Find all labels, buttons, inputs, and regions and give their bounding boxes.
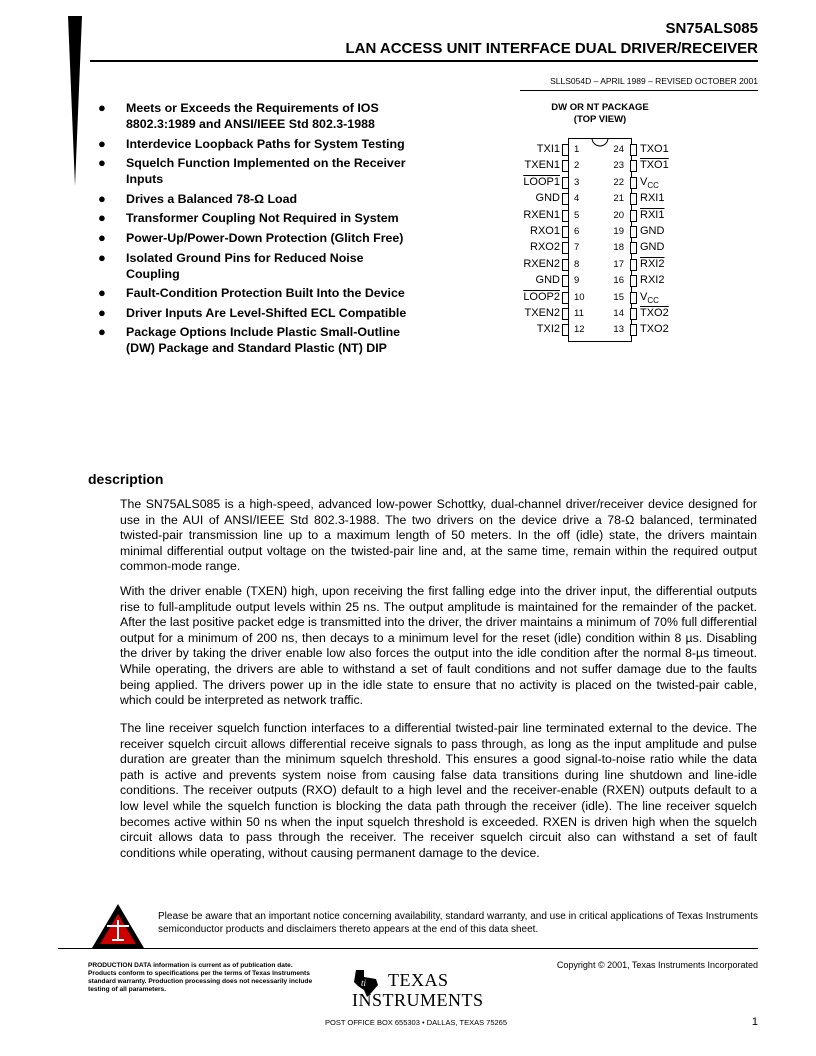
pin-lead [562, 226, 569, 238]
pin-name-7: RXO2 [530, 241, 560, 254]
feature-item: ● Drives a Balanced 78-Ω Load [98, 190, 298, 206]
pin-number: 22 [613, 176, 624, 188]
pin-number: 11 [574, 308, 584, 319]
pin-lead [562, 308, 569, 320]
header-wedge-graphic [68, 16, 82, 186]
ti-logo [352, 966, 502, 1012]
pin-number: 20 [613, 209, 624, 221]
pin-lead [630, 324, 637, 336]
pin-name-16: RXI2 [640, 274, 665, 287]
pin-name-19: GND [640, 225, 665, 237]
bullet-icon: ● [98, 190, 106, 206]
pin-lead [630, 226, 637, 238]
bullet-icon: ● [98, 135, 106, 151]
pin-lead [630, 308, 637, 320]
pin-name-9: GND [535, 274, 560, 287]
pin-lead [562, 242, 569, 254]
pin-name-3: LOOP1 [523, 175, 560, 188]
bullet-icon: ● [98, 155, 106, 171]
pin-lead [630, 275, 637, 287]
description-heading: description [88, 471, 164, 487]
feature-item: ● Package Options Include Plastic Small-Outline (DW) Package and Standard Plastic (NT) DIP [98, 324, 401, 356]
pin-lead [562, 160, 569, 172]
header-rule [90, 60, 758, 62]
pin-number: 12 [574, 324, 585, 336]
description-paragraph-2: With the driver enable (TXEN) high, upon receiving the first falling edge into the driver input, the differential outputs rise to full-amplitude output levels within 25 ns. The output amplitude is maintained for the remainder of the packet. After the last positive packet edge is transmitted into the driver, the driver maintains a minimum of 70% full differential output for a minimum of 200 ns, then decays to a minimum level for the reset (idle) condition within 8 µs. Disabling the driver by taking the driver enable low also forces the output into the idle condition after the normal 8-µs timeout. While operating, the drivers are able to withstand a set of fault conditions and not suffer damage due to the faults being applied. The drivers power up in the idle state to ensure that no activity is placed on the twisted-pair cable, which could be interpreted as network traffic. [120, 584, 757, 708]
important-notice: Please be aware that an important notice concerning availability, standard warranty, and use in critical applications of Texas Instruments semiconductor products and disclaimers thereto appears at the end of this data sheet. [158, 911, 758, 935]
pin-name-vcc-15: $V_{CC}$ [640, 290, 659, 305]
pin-lead [630, 177, 637, 189]
pin-name-5: RXEN1 [523, 208, 560, 221]
package-view: (TOP VIEW) [573, 114, 627, 125]
pin-lead [562, 144, 569, 156]
pin-lead [562, 292, 569, 304]
pin-lead [562, 324, 569, 336]
pin-lead [562, 193, 569, 205]
pin-name-8: RXEN2 [523, 257, 560, 270]
pin-number: 14 [613, 308, 624, 319]
description-paragraph-3: The line receiver squelch function interfaces to a differential twisted-pair line terminated external to the device. The receiver squelch circuit allows differential receive signals to pass through, as long as the input amplitude and pulse duration are greater than the minimum squelch threshold. This ensures a good signal-to-noise ratio while the data path is active and prevents system noise from causing false data transitions during line shutdown and line-idle conditions. The receiver outputs (RXO) default to a high level and the receiver-enable (RXEN) outputs default to a low level while the squelch function is blocking the data path through the receiver (idle). The line receiver squelch becomes active within 50 ns when the input squelch threshold is exceeded. RXEN is driven high when the squelch circuit allows data to pass through the receiver. The receiver squelch circuit also can withstand a set of fault conditions while operating, without causing permanent damage to the device. [120, 721, 757, 860]
feature-item: ● Meets or Exceeds the Requirements of IOS 8802.3:1989 and ANSI/IEEE Std 802.3-1988 [98, 100, 379, 131]
feature-item: ● Squelch Function Implemented on the Receiver Inputs [98, 155, 406, 187]
pin-number: 4 [574, 193, 580, 205]
pin-name-13: TXO2 [640, 323, 669, 336]
pin-lead [630, 242, 637, 254]
pin-name-6: RXO1 [530, 225, 560, 237]
pin-number: 8 [574, 258, 580, 270]
pin-lead [630, 144, 637, 156]
doc-id-rule [520, 90, 758, 91]
feature-item: ● Driver Inputs Are Level-Shifted ECL Compatible [98, 304, 407, 320]
package-name: DW OR NT PACKAGE [551, 102, 649, 113]
pin-number: 2 [574, 160, 580, 172]
pin-number: 21 [613, 193, 624, 205]
pin-name-vcc-22: $V_{CC}$ [640, 175, 659, 190]
pin-lead [630, 259, 637, 271]
pin-lead [630, 193, 637, 205]
part-number: SN75ALS085 [665, 20, 758, 37]
pin-name-24: TXO1 [640, 143, 669, 155]
document-id: SLLS054D – APRIL 1989 – REVISED OCTOBER 2001 [550, 76, 758, 86]
pin-name-11: TXEN2 [524, 307, 560, 319]
pin-number: 23 [613, 160, 624, 172]
pin-lead [630, 210, 637, 222]
pin-name-12: TXI2 [536, 323, 560, 336]
bullet-icon: ● [98, 100, 106, 115]
bullet-icon: ● [98, 249, 106, 265]
package-title [520, 102, 680, 126]
pin1-notch-icon [591, 138, 609, 148]
pin-number: 15 [613, 291, 624, 303]
pin-lead [562, 259, 569, 271]
pin-number: 13 [613, 324, 624, 336]
pin-lead [562, 177, 569, 189]
bullet-icon: ● [98, 324, 106, 340]
pin-name-2: TXEN1 [524, 159, 560, 172]
footer-rule [58, 948, 758, 949]
pin-number: 1 [574, 144, 580, 155]
pin-number: 18 [613, 242, 624, 254]
pin-lead [630, 160, 637, 172]
document-title: LAN ACCESS UNIT INTERFACE DUAL DRIVER/RECEIVER [345, 40, 758, 57]
pin-number: 17 [613, 258, 624, 270]
pin-lead [562, 210, 569, 222]
pin-name-1: TXI1 [536, 143, 560, 155]
bullet-icon: ● [98, 229, 106, 245]
description-paragraph-1: The SN75ALS085 is a high-speed, advanced low-power Schottky, dual-channel driver/receiver device designed for use in the AUI of ANSI/IEEE Std 802.3-1988. The two drivers on the device drive a 78-Ω balanced, terminated twisted-pair transmission line up to a maximum length of 50 meters. In the off (idle) state, the drivers maintain minimal differential output voltage on the twisted-pair line and, at the same time, remain within the required output common-mode range. [120, 497, 757, 574]
feature-item: ● Transformer Coupling Not Required in System [98, 210, 399, 226]
svg-text:ti: ti [361, 978, 367, 988]
pin-name-18: GND [640, 241, 665, 254]
pin-number: 24 [613, 144, 624, 155]
warning-scale-icon [90, 902, 146, 950]
pin-name-14: TXO2 [640, 307, 669, 319]
bullet-icon: ● [98, 304, 106, 320]
pin-number: 3 [574, 176, 580, 188]
pin-name-10: LOOP2 [523, 290, 560, 303]
pin-number: 10 [574, 291, 585, 303]
pin-lead [630, 292, 637, 304]
feature-item: ● Interdevice Loopback Paths for System Testing [98, 135, 405, 151]
postal-address: POST OFFICE BOX 655303 • DALLAS, TEXAS 75265 [325, 1018, 508, 1027]
logo-texas: TEXAS [388, 970, 449, 990]
production-data-note: PRODUCTION DATA information is current as of publication date. Products conform to specifications per the terms of Texas Instruments standard warranty. Production processing does not necessarily include testing of all parameters. [88, 962, 313, 993]
page-number: 1 [751, 1016, 758, 1028]
pin-number: 19 [613, 226, 624, 237]
pin-number: 16 [613, 275, 624, 287]
feature-item: ● Power-Up/Power-Down Protection (Glitch Free) [98, 229, 404, 245]
pin-lead [562, 275, 569, 287]
pin-name-17: RXI2 [640, 257, 665, 270]
pin-name-4: GND [535, 192, 560, 205]
copyright: Copyright © 2001, Texas Instruments Incorporated [556, 960, 758, 970]
pin-number: 5 [574, 209, 580, 221]
feature-item: ● Fault-Condition Protection Built Into the Device [98, 285, 405, 301]
pin-number: 7 [574, 242, 580, 254]
pin-number: 9 [574, 275, 580, 287]
pin-name-23: TXO1 [640, 159, 669, 172]
feature-list [98, 100, 408, 360]
pin-name-20: RXI1 [640, 208, 665, 221]
pin-name-21: RXI1 [640, 192, 665, 205]
bullet-icon: ● [98, 285, 106, 301]
feature-item: ● Isolated Ground Pins for Reduced Noise Coupling [98, 249, 364, 281]
bullet-icon: ● [98, 210, 106, 226]
logo-instruments: INSTRUMENTS [352, 990, 484, 1010]
pin-number: 6 [574, 226, 580, 237]
